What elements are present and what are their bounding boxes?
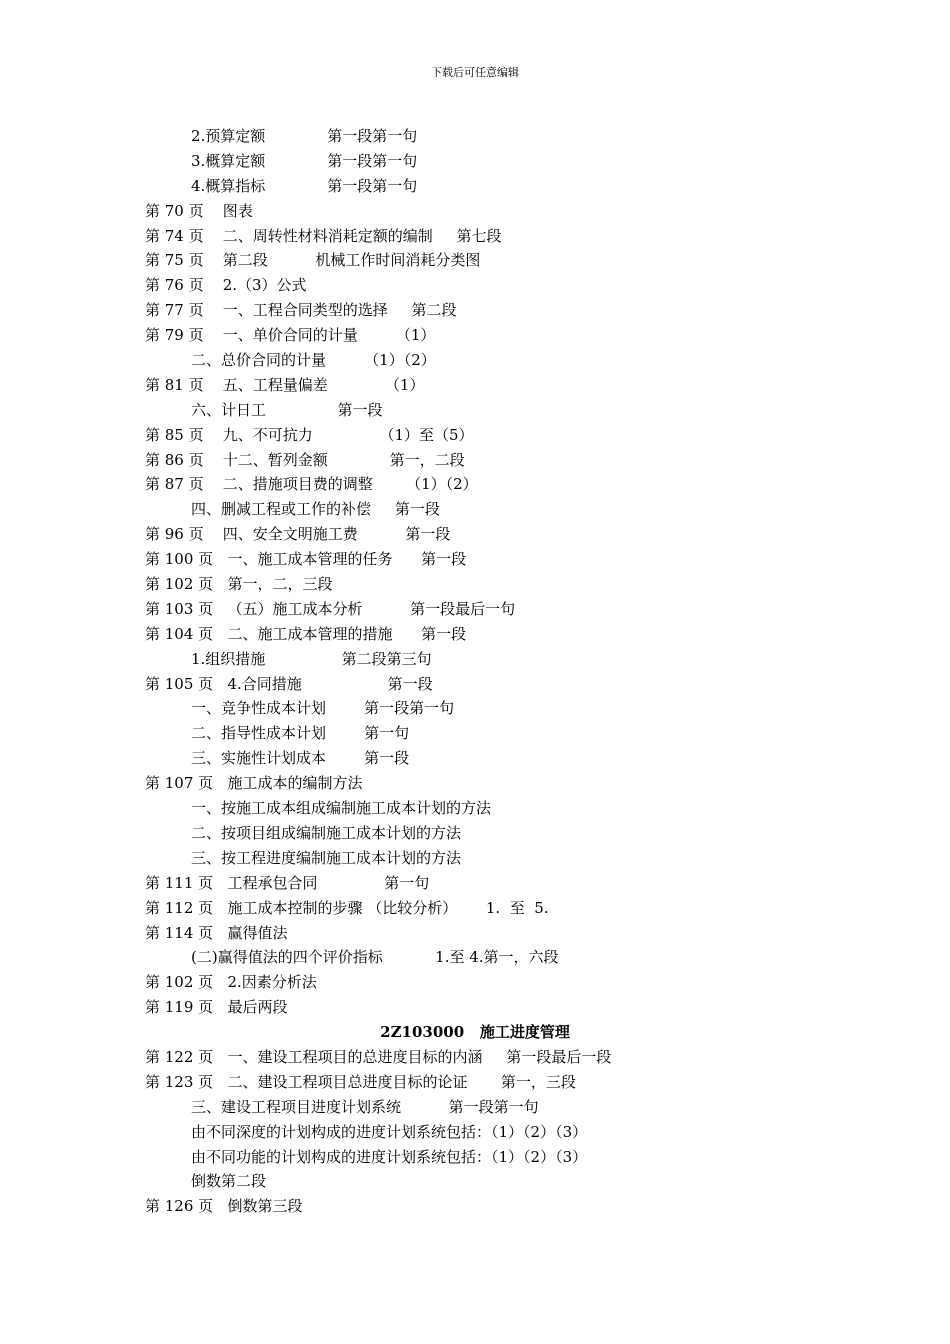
text-line: 二、总价合同的计量 （1）（2）: [191, 351, 436, 370]
text-line: 第 86 页 十二、暂列金额 第一，二段: [145, 450, 465, 469]
text-line: 二、按项目组成编制施工成本计划的方法: [191, 823, 462, 842]
text-line: 第 100 页 一、施工成本管理的任务 第一段: [145, 550, 467, 569]
text-line: 倒数第二段: [191, 1172, 267, 1191]
text-line: 三、建设工程项目进度计划系统 第一段第一句: [191, 1097, 539, 1116]
text-line: 第 75 页 第二段 机械工作时间消耗分类图: [145, 251, 481, 270]
text-line: 第 126 页 倒数第三段: [145, 1197, 303, 1216]
text-line: 第 119 页 最后两段: [145, 998, 288, 1017]
text-line: 第 122 页 一、建设工程项目的总进度目标的内涵 第一段最后一段: [145, 1047, 612, 1066]
document-body: [145, 124, 705, 1219]
text-line: 第 112 页 施工成本控制的步骤 （比较分析） 1. 至 5.: [145, 898, 549, 917]
text-line: 第 104 页 二、施工成本管理的措施 第一段: [145, 624, 467, 643]
text-line: 四、删减工程或工作的补偿 第一段: [191, 500, 440, 519]
text-line: 第 81 页 五、工程量偏差 （1）: [145, 375, 425, 394]
text-line: 第 87 页 二、措施项目费的调整 （1）（2）: [145, 475, 478, 494]
text-line: 一、按施工成本组成编制施工成本计划的方法: [191, 799, 492, 818]
text-line: 由不同功能的计划构成的进度计划系统包括：（1）（2）（3）: [191, 1147, 588, 1166]
text-line: 第 96 页 四、安全文明施工费 第一段: [145, 525, 451, 544]
text-line: 二、指导性成本计划 第一句: [191, 724, 410, 743]
text-line: 三、按工程进度编制施工成本计划的方法: [191, 848, 462, 867]
text-line: 一、竞争性成本计划 第一段第一句: [191, 699, 455, 718]
page-header: 下载后可任意编辑: [431, 66, 519, 79]
text-line: 第 111 页 工程承包合同 第一句: [145, 873, 430, 892]
text-line: 3.概算定额 第一段第一句: [191, 151, 418, 170]
text-line: 三、实施性计划成本 第一段: [191, 749, 410, 768]
text-line: 第 123 页 二、建设工程项目总进度目标的论证 第一，三段: [145, 1072, 576, 1091]
text-line: 第 114 页 赢得值法: [145, 923, 288, 942]
text-line: 第 102 页 第一，二，三段: [145, 575, 333, 594]
text-line: 第 85 页 九、不可抗力 （1）至（5）: [145, 425, 474, 444]
text-line: 1.组织措施 第二段第三句: [191, 649, 432, 668]
text-line: 2.预算定额 第一段第一句: [191, 127, 418, 145]
text-line: 第 77 页 一、工程合同类型的选择 第二段: [145, 301, 457, 320]
text-line: 第 103 页 （五）施工成本分析 第一段最后一句: [145, 599, 516, 618]
text-line: 第 79 页 一、单价合同的计量 （1）: [145, 326, 436, 345]
text-line: 第 70 页 图表: [145, 201, 253, 220]
text-line: 第 107 页 施工成本的编制方法: [145, 774, 363, 793]
text-line: (二)赢得值法的四个评价指标 1.至 4.第一，六段: [191, 948, 559, 967]
text-line: 第 74 页 二、周转性材料消耗定额的编制 第七段: [145, 226, 502, 245]
text-line: 第 102 页 2.因素分析法: [145, 973, 317, 992]
text-line: 4.概算指标 第一段第一句: [191, 176, 418, 195]
section-heading: 2Z103000 施工进度管理: [380, 1023, 570, 1042]
text-line: 由不同深度的计划构成的进度计划系统包括：（1）（2）（3）: [191, 1122, 588, 1141]
text-line: 第 105 页 4.合同措施 第一段: [145, 674, 433, 693]
text-line: 六、计日工 第一段: [191, 400, 383, 419]
text-line: 第 76 页 2.（3）公式: [145, 276, 307, 295]
